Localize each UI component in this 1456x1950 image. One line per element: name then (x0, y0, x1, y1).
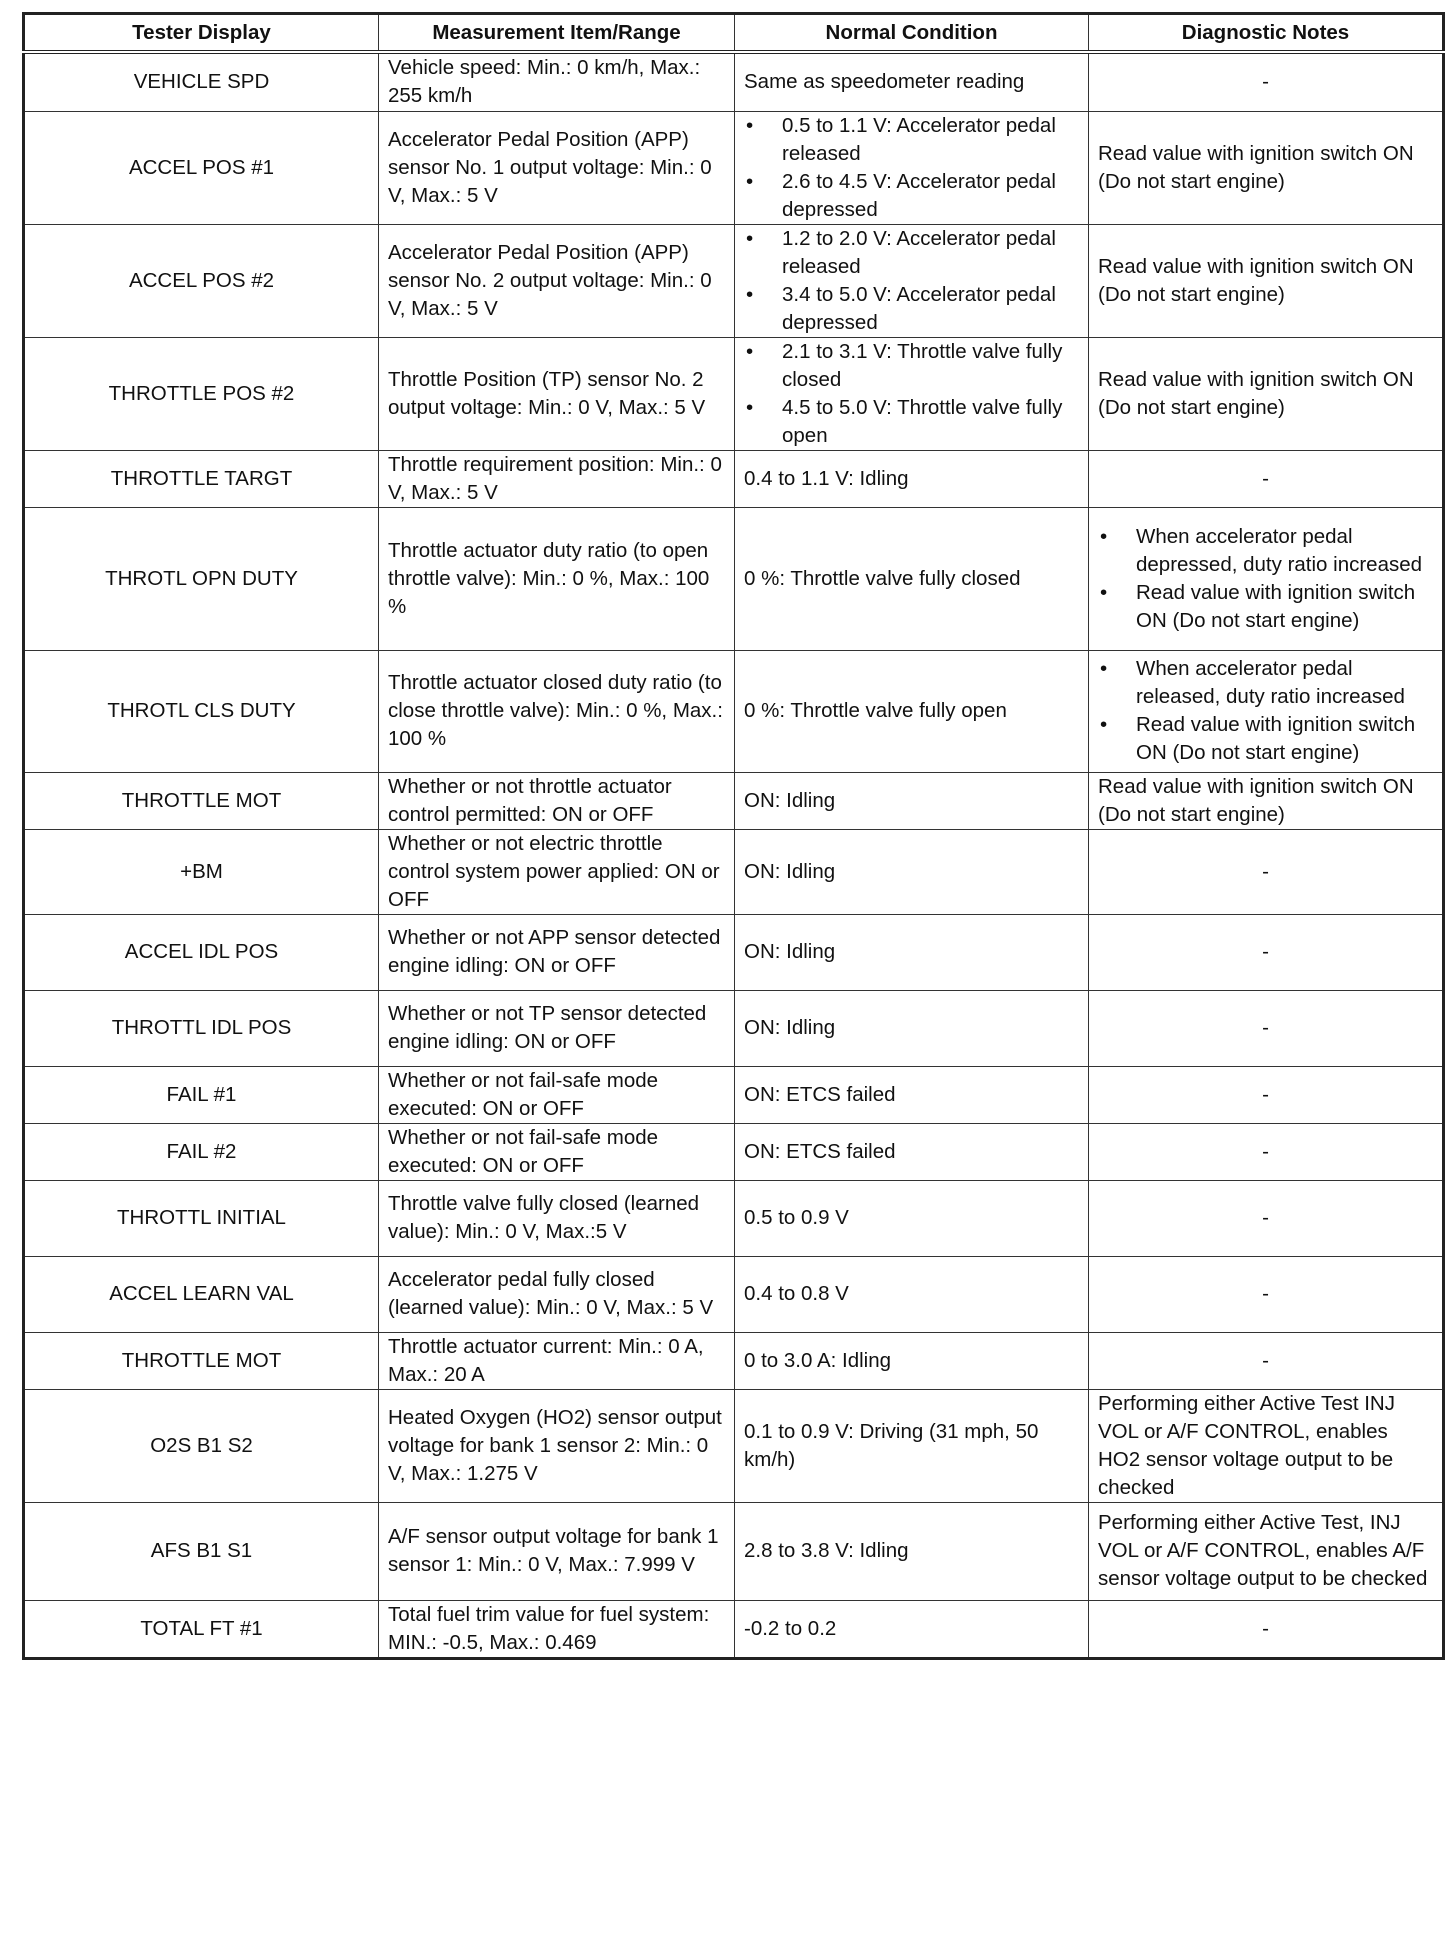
diagnostic-notes-list (1098, 523, 1433, 635)
diagnostic-notes-cell: - (1089, 450, 1444, 507)
diagnostic-notes-cell: - (1089, 1332, 1444, 1389)
tester-display-cell: THROTL OPN DUTY (24, 507, 379, 650)
measurement-cell: Accelerator Pedal Position (APP) sensor No. 2 output voltage: Min.: 0 V, Max.: 5 V (379, 224, 735, 337)
tester-display-cell: FAIL #1 (24, 1066, 379, 1123)
diagnostic-notes-cell: - (1089, 914, 1444, 990)
table-row (24, 772, 1444, 829)
tester-display-cell: ACCEL POS #2 (24, 224, 379, 337)
normal-condition-item: • 2.6 to 4.5 V: Accelerator pedal depressed (744, 168, 1079, 224)
diagnostic-notes-cell: Read value with ignition switch ON (Do not start engine) (1089, 337, 1444, 450)
table-row (24, 1332, 1444, 1389)
normal-condition-item: • 3.4 to 5.0 V: Accelerator pedal depressed (744, 281, 1079, 337)
tester-display-cell: TOTAL FT #1 (24, 1600, 379, 1658)
diagnostic-notes-cell: - (1089, 1600, 1444, 1658)
tester-display-cell: THROTTLE MOT (24, 1332, 379, 1389)
normal-condition-cell: 0.1 to 0.9 V: Driving (31 mph, 50 km/h) (735, 1389, 1089, 1502)
tester-display-cell: AFS B1 S1 (24, 1502, 379, 1600)
table-row (24, 1502, 1444, 1600)
diagnostic-notes-cell: - (1089, 1123, 1444, 1180)
normal-condition-list (744, 225, 1079, 337)
normal-condition-cell: ON: ETCS failed (735, 1066, 1089, 1123)
normal-condition-item: • 0.5 to 1.1 V: Accelerator pedal released (744, 112, 1079, 168)
normal-condition-cell (735, 337, 1089, 450)
table-row (24, 829, 1444, 914)
normal-condition-cell: ON: Idling (735, 829, 1089, 914)
normal-condition-cell: 0 to 3.0 A: Idling (735, 1332, 1089, 1389)
measurement-cell: Whether or not APP sensor detected engine idling: ON or OFF (379, 914, 735, 990)
normal-condition-cell: ON: Idling (735, 772, 1089, 829)
table-row (24, 1256, 1444, 1332)
normal-condition-cell: 0 %: Throttle valve fully open (735, 650, 1089, 772)
tester-display-cell: THROTTLE TARGT (24, 450, 379, 507)
table-row (24, 990, 1444, 1066)
tester-display-cell: O2S B1 S2 (24, 1389, 379, 1502)
header-measurement-item: Measurement Item/Range (379, 14, 735, 53)
normal-condition-cell: 0 %: Throttle valve fully closed (735, 507, 1089, 650)
table-row (24, 1123, 1444, 1180)
diagnostic-note-item: • When accelerator pedal depressed, duty ratio increased (1098, 523, 1433, 579)
diagnostic-notes-cell: Read value with ignition switch ON (Do not start engine) (1089, 224, 1444, 337)
diagnostic-notes-cell: Performing either Active Test INJ VOL or A/F CONTROL, enables HO2 sensor voltage output to be checked (1089, 1389, 1444, 1502)
diagnostic-notes-cell: - (1089, 1256, 1444, 1332)
normal-condition-cell (735, 111, 1089, 224)
diagnostic-note-item: • Read value with ignition switch ON (Do not start engine) (1098, 711, 1433, 767)
diagnostic-note-item: • Read value with ignition switch ON (Do not start engine) (1098, 579, 1433, 635)
measurement-cell: Whether or not fail-safe mode executed: ON or OFF (379, 1123, 735, 1180)
normal-condition-list (744, 338, 1079, 450)
tester-display-cell: FAIL #2 (24, 1123, 379, 1180)
diagnostic-notes-cell: Read value with ignition switch ON (Do not start engine) (1089, 772, 1444, 829)
tester-display-cell: VEHICLE SPD (24, 52, 379, 111)
diagnostic-notes-cell: Performing either Active Test, INJ VOL or A/F CONTROL, enables A/F sensor voltage output to be checked (1089, 1502, 1444, 1600)
table-row (24, 1600, 1444, 1658)
diagnostic-note-item: • When accelerator pedal released, duty ratio increased (1098, 655, 1433, 711)
tester-display-cell: ACCEL IDL POS (24, 914, 379, 990)
normal-condition-cell: 2.8 to 3.8 V: Idling (735, 1502, 1089, 1600)
measurement-cell: Accelerator Pedal Position (APP) sensor No. 1 output voltage: Min.: 0 V, Max.: 5 V (379, 111, 735, 224)
diagnostic-notes-cell (1089, 507, 1444, 650)
normal-condition-item: • 2.1 to 3.1 V: Throttle valve fully closed (744, 338, 1079, 394)
table-row (24, 224, 1444, 337)
tester-display-cell: THROTTLE MOT (24, 772, 379, 829)
normal-condition-item: • 4.5 to 5.0 V: Throttle valve fully open (744, 394, 1079, 450)
measurement-cell: Whether or not fail-safe mode executed: ON or OFF (379, 1066, 735, 1123)
table-row (24, 914, 1444, 990)
table-row (24, 1389, 1444, 1502)
measurement-cell: Whether or not throttle actuator control permitted: ON or OFF (379, 772, 735, 829)
table-row (24, 650, 1444, 772)
measurement-cell: Whether or not electric throttle control system power applied: ON or OFF (379, 829, 735, 914)
normal-condition-cell: 0.4 to 1.1 V: Idling (735, 450, 1089, 507)
normal-condition-cell: 0.4 to 0.8 V (735, 1256, 1089, 1332)
diagnostic-notes-cell: - (1089, 829, 1444, 914)
normal-condition-cell (735, 224, 1089, 337)
diagnostic-notes-list (1098, 655, 1433, 767)
measurement-cell: Heated Oxygen (HO2) sensor output voltage for bank 1 sensor 2: Min.: 0 V, Max.: 1.275 V (379, 1389, 735, 1502)
measurement-cell: Throttle Position (TP) sensor No. 2 output voltage: Min.: 0 V, Max.: 5 V (379, 337, 735, 450)
table-row (24, 52, 1444, 111)
header-tester-display: Tester Display (24, 14, 379, 53)
diagnostic-notes-cell: - (1089, 1180, 1444, 1256)
data-list-table-sheet (22, 12, 1442, 1660)
normal-condition-cell: 0.5 to 0.9 V (735, 1180, 1089, 1256)
table-row (24, 1066, 1444, 1123)
measurement-cell: Throttle actuator closed duty ratio (to close throttle valve): Min.: 0 %, Max.: 100 % (379, 650, 735, 772)
normal-condition-cell: -0.2 to 0.2 (735, 1600, 1089, 1658)
header-diagnostic-notes: Diagnostic Notes (1089, 14, 1444, 53)
tester-display-cell: +BM (24, 829, 379, 914)
tester-display-cell: THROTTL IDL POS (24, 990, 379, 1066)
diagnostic-notes-cell: - (1089, 1066, 1444, 1123)
normal-condition-list (744, 112, 1079, 224)
tester-display-cell: ACCEL LEARN VAL (24, 1256, 379, 1332)
measurement-cell: Vehicle speed: Min.: 0 km/h, Max.: 255 km/h (379, 52, 735, 111)
measurement-cell: Accelerator pedal fully closed (learned value): Min.: 0 V, Max.: 5 V (379, 1256, 735, 1332)
measurement-cell: Total fuel trim value for fuel system: MIN.: -0.5, Max.: 0.469 (379, 1600, 735, 1658)
table-row (24, 337, 1444, 450)
measurement-cell: Throttle valve fully closed (learned value): Min.: 0 V, Max.:5 V (379, 1180, 735, 1256)
normal-condition-item: • 1.2 to 2.0 V: Accelerator pedal released (744, 225, 1079, 281)
diagnostic-notes-cell: - (1089, 990, 1444, 1066)
normal-condition-cell: Same as speedometer reading (735, 52, 1089, 111)
normal-condition-cell: ON: ETCS failed (735, 1123, 1089, 1180)
measurement-cell: Throttle actuator duty ratio (to open throttle valve): Min.: 0 %, Max.: 100 % (379, 507, 735, 650)
data-list-table (22, 12, 1445, 1660)
measurement-cell: A/F sensor output voltage for bank 1 sensor 1: Min.: 0 V, Max.: 7.999 V (379, 1502, 735, 1600)
diagnostic-notes-cell: - (1089, 52, 1444, 111)
tester-display-cell: THROTTL INITIAL (24, 1180, 379, 1256)
tester-display-cell: ACCEL POS #1 (24, 111, 379, 224)
table-row (24, 450, 1444, 507)
diagnostic-notes-cell: Read value with ignition switch ON (Do not start engine) (1089, 111, 1444, 224)
measurement-cell: Throttle requirement position: Min.: 0 V, Max.: 5 V (379, 450, 735, 507)
header-row (24, 14, 1444, 53)
normal-condition-cell: ON: Idling (735, 914, 1089, 990)
header-normal-condition: Normal Condition (735, 14, 1089, 53)
table-row (24, 1180, 1444, 1256)
tester-display-cell: THROTL CLS DUTY (24, 650, 379, 772)
measurement-cell: Throttle actuator current: Min.: 0 A, Max.: 20 A (379, 1332, 735, 1389)
measurement-cell: Whether or not TP sensor detected engine idling: ON or OFF (379, 990, 735, 1066)
diagnostic-notes-cell (1089, 650, 1444, 772)
tester-display-cell: THROTTLE POS #2 (24, 337, 379, 450)
normal-condition-cell: ON: Idling (735, 990, 1089, 1066)
table-row (24, 507, 1444, 650)
table-row (24, 111, 1444, 224)
